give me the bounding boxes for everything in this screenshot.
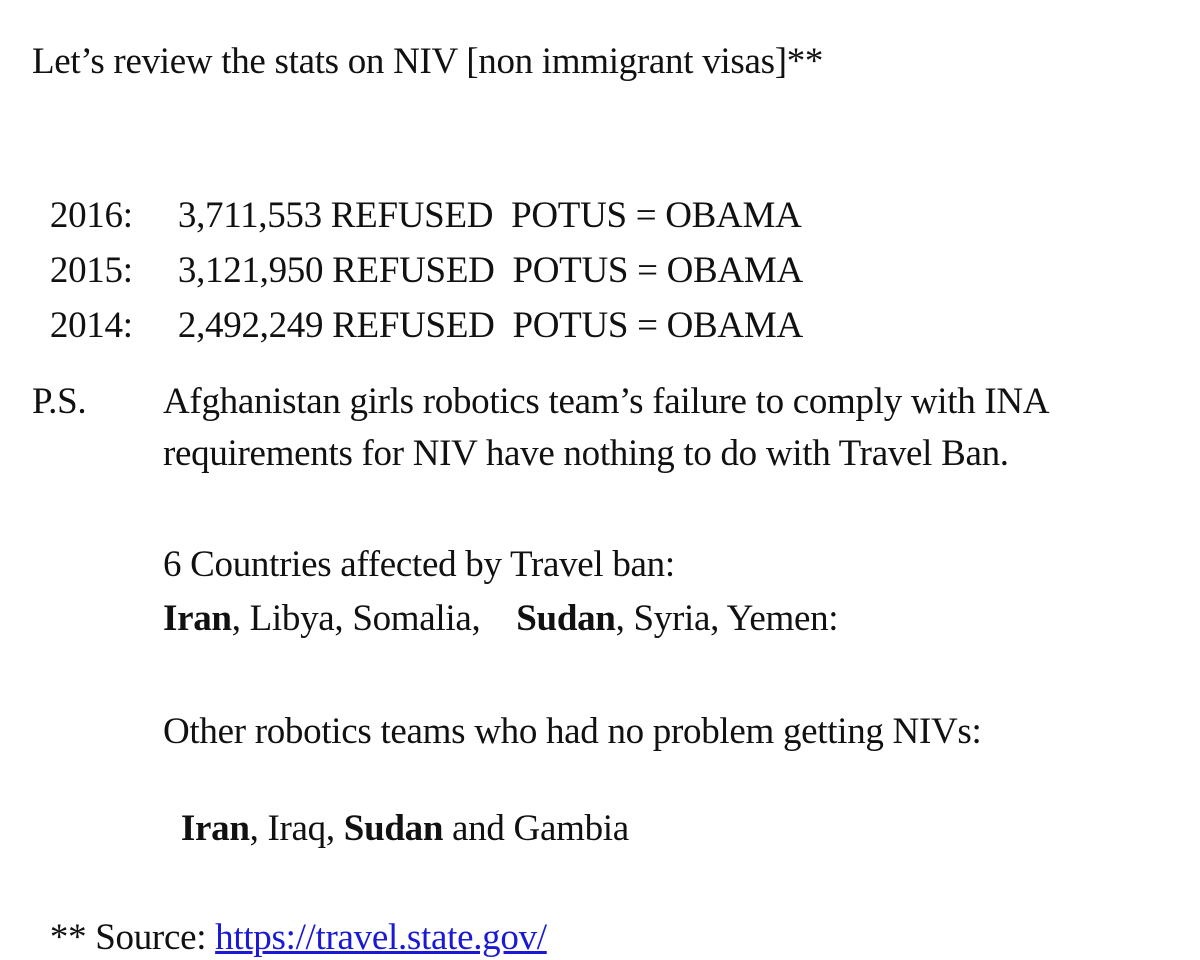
travel-ban-heading: 6 Countries affected by Travel ban: — [163, 544, 675, 585]
country-name: Gambia — [513, 808, 629, 849]
country-name: Yemen — [726, 598, 829, 639]
country-name: Sudan — [516, 598, 616, 639]
ps-label: P.S. — [32, 381, 87, 422]
country-name: Libya — [249, 598, 335, 639]
country-separator: , — [231, 598, 250, 639]
stat-potus: POTUS = OBAMA — [512, 250, 803, 291]
travel-ban-countries — [163, 597, 838, 641]
stat-year: 2016: — [49, 195, 133, 236]
country-name: Iraq — [267, 808, 326, 849]
stat-status: REFUSED — [332, 305, 495, 346]
country-name: Iran — [163, 598, 232, 639]
country-name: Somalia — [352, 598, 472, 639]
source-line — [32, 872, 547, 960]
country-separator: , — [710, 598, 727, 639]
stat-year: 2014: — [49, 305, 133, 346]
country-separator: and — [443, 808, 514, 849]
source-link[interactable]: https://travel.state.gov/ — [215, 917, 547, 958]
country-separator: , — [325, 808, 344, 849]
country-separator: , — [471, 598, 517, 639]
stat-count: 3,711,553 — [177, 195, 322, 236]
ps-line-2: requirements for NIV have nothing to do with Travel Ban. — [163, 433, 1009, 474]
stat-year: 2015: — [49, 250, 133, 291]
stat-potus: POTUS = OBAMA — [512, 305, 803, 346]
ps-line-1: Afghanistan girls robotics team’s failure to comply with INA — [163, 381, 1050, 422]
stat-potus: POTUS = OBAMA — [511, 195, 802, 236]
country-name: Sudan — [343, 808, 444, 849]
country-separator: , — [334, 598, 353, 639]
intro-text: Let’s review the stats on NIV [non immigrant visas]** — [32, 41, 824, 82]
stat-row — [32, 260, 133, 348]
country-separator: , — [615, 598, 634, 639]
stat-status: REFUSED — [330, 195, 494, 236]
country-name: Iran — [180, 808, 250, 849]
stat-row-value — [160, 260, 803, 348]
stat-status: REFUSED — [332, 250, 495, 291]
country-separator: , — [249, 808, 268, 849]
country-separator: : — [828, 598, 839, 639]
source-prefix: ** Source: — [49, 917, 216, 958]
country-name: Syria — [633, 598, 711, 639]
stat-count: 3,121,950 — [177, 250, 324, 291]
other-teams-heading: Other robotics teams who had no problem getting NIVs: — [163, 711, 982, 752]
other-teams-countries — [163, 763, 629, 851]
stat-count: 2,492,249 — [177, 305, 324, 346]
